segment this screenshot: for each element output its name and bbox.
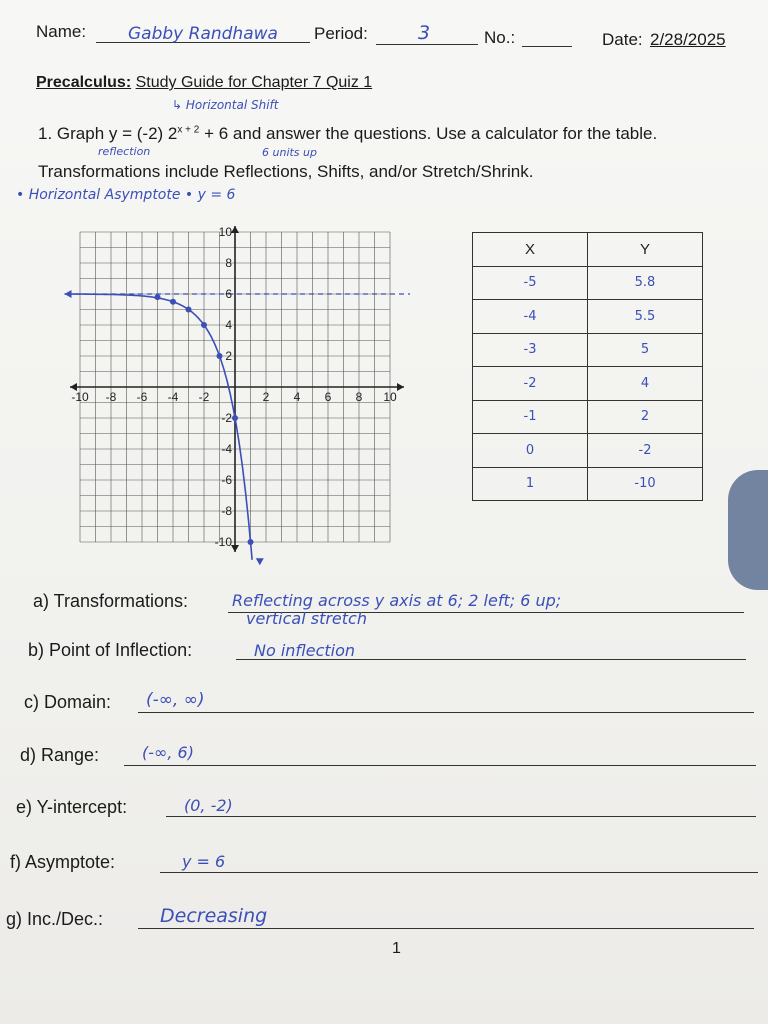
- table-cell: -3: [473, 333, 588, 367]
- graph-axes: [66, 226, 410, 552]
- curve-arrow-down: [256, 558, 264, 565]
- domain-value: (-∞, ∞): [146, 690, 205, 710]
- x-tick-label: 2: [262, 390, 270, 404]
- table-header-cell: X: [473, 233, 588, 267]
- transformations-value-2: vertical stretch: [246, 609, 367, 628]
- inc-dec-line: [138, 928, 754, 929]
- domain-label: c) Domain:: [24, 692, 112, 712]
- reflection-note: reflection: [98, 145, 151, 158]
- number-label: No.:: [484, 28, 516, 47]
- y-tick-label: -10: [214, 535, 232, 549]
- y-axis-arrow: [231, 545, 239, 552]
- inc-dec-label: g) Inc./Dec.:: [6, 909, 104, 929]
- x-tick-label: 8: [355, 390, 363, 404]
- table-cell: 4: [588, 367, 703, 401]
- inc-dec-value: Decreasing: [160, 905, 268, 927]
- table-row: [473, 367, 703, 401]
- y-tick-label: 8: [225, 256, 232, 270]
- y-intercept-line: [166, 816, 756, 817]
- x-tick-label: -8: [105, 390, 117, 404]
- y-tick-label: 10: [218, 225, 232, 239]
- y-tick-label: -6: [221, 473, 232, 487]
- x-tick-label: 10: [383, 390, 397, 404]
- inflection-label: b) Point of Inflection:: [28, 640, 193, 660]
- y-tick-label: -8: [221, 504, 232, 518]
- range-label: d) Range:: [20, 745, 100, 765]
- asymptote-line: [160, 872, 758, 873]
- table-row: [473, 266, 703, 300]
- inflection-value: No inflection: [254, 641, 356, 660]
- table-cell: -10: [588, 467, 703, 501]
- period-underline: [376, 44, 478, 45]
- range-line: [124, 765, 756, 766]
- date-value: 2/28/2025: [650, 30, 726, 49]
- table-cell: 2: [588, 400, 703, 434]
- y-tick-label: -2: [221, 411, 232, 425]
- transformations-label: a) Transformations:: [33, 591, 189, 611]
- function-curve: [65, 290, 264, 565]
- x-axis-arrow: [397, 383, 404, 391]
- units-up-note: 6 units up: [262, 146, 317, 159]
- x-tick-labels: [71, 390, 397, 404]
- asymptote-note: • Horizontal Asymptote • y = 6: [16, 187, 236, 203]
- asymptote-value: y = 6: [182, 852, 226, 871]
- worksheet-title: [36, 74, 372, 92]
- question-1-line-2: Transformations include Reflections, Shifts, and/or Stretch/Shrink.: [38, 162, 534, 181]
- x-tick-label: -4: [167, 390, 179, 404]
- coordinate-graph: [58, 222, 418, 567]
- curve-path: [65, 294, 253, 560]
- table-cell: -1: [473, 400, 588, 434]
- table-cell: 5: [588, 333, 703, 367]
- period-value: 3: [418, 22, 431, 44]
- table-row: [473, 467, 703, 501]
- table-cell: 5.8: [588, 266, 703, 300]
- page-number: 1: [392, 940, 401, 957]
- table-row: [473, 300, 703, 334]
- table-row: [473, 333, 703, 367]
- table-header-cell: Y: [588, 233, 703, 267]
- table-cell: -2: [473, 367, 588, 401]
- number-underline: [522, 46, 572, 47]
- table-cell: 5.5: [588, 300, 703, 334]
- y-tick-label: 2: [225, 349, 232, 363]
- plotted-point: [155, 294, 161, 300]
- x-tick-label: 6: [324, 390, 332, 404]
- curve-arrow-left: [65, 290, 72, 298]
- range-value: (-∞, 6): [142, 743, 194, 762]
- x-tick-label: -2: [198, 390, 210, 404]
- y-intercept-value: (0, -2): [184, 796, 233, 815]
- values-table: [472, 232, 703, 501]
- y-tick-label: 4: [225, 318, 232, 332]
- asymptote-label: f) Asymptote:: [10, 852, 116, 872]
- table-header-row: [473, 233, 703, 267]
- table-row: [473, 400, 703, 434]
- name-label: Name:: [36, 22, 87, 41]
- name-value: Gabby Randhawa: [128, 24, 278, 44]
- plotted-point: [201, 322, 207, 328]
- table-cell: -4: [473, 300, 588, 334]
- table-cell: 0: [473, 434, 588, 468]
- domain-line: [138, 712, 754, 713]
- table-cell: -5: [473, 266, 588, 300]
- arrow-right-icon: ↳: [172, 98, 183, 112]
- horizontal-shift-note: ↳ Horizontal Shift: [172, 98, 279, 112]
- plotted-point: [186, 307, 192, 313]
- subject-label: Precalculus:: [36, 74, 132, 91]
- table-cell: -2: [588, 434, 703, 468]
- period-label: Period:: [314, 24, 368, 43]
- plotted-point: [232, 415, 238, 421]
- exponent: x + 2: [177, 124, 200, 136]
- title-text: Study Guide for Chapter 7 Quiz 1: [135, 74, 373, 91]
- plotted-point: [248, 539, 254, 545]
- question-1-prompt: 1. Graph y = (-2) $2^{x + 2} + 6$ and answer the questions. Use a calculator for the table.: [38, 124, 658, 143]
- y-tick-label: -4: [221, 442, 232, 456]
- x-tick-label: -10: [71, 390, 89, 404]
- transformations-value: Reflecting across y axis at 6; 2 left; 6 up;: [232, 591, 562, 610]
- table-cell: 1: [473, 467, 588, 501]
- y-tick-label: 6: [225, 287, 232, 301]
- y-axis-arrow: [231, 226, 239, 233]
- plotted-point: [217, 353, 223, 359]
- y-intercept-label: e) Y-intercept:: [16, 797, 128, 817]
- date-label: Date:: [602, 30, 643, 49]
- plotted-point: [170, 299, 176, 305]
- background-object: [728, 470, 768, 590]
- x-tick-label: -6: [136, 390, 148, 404]
- table-row: [473, 434, 703, 468]
- x-tick-label: 4: [293, 390, 301, 404]
